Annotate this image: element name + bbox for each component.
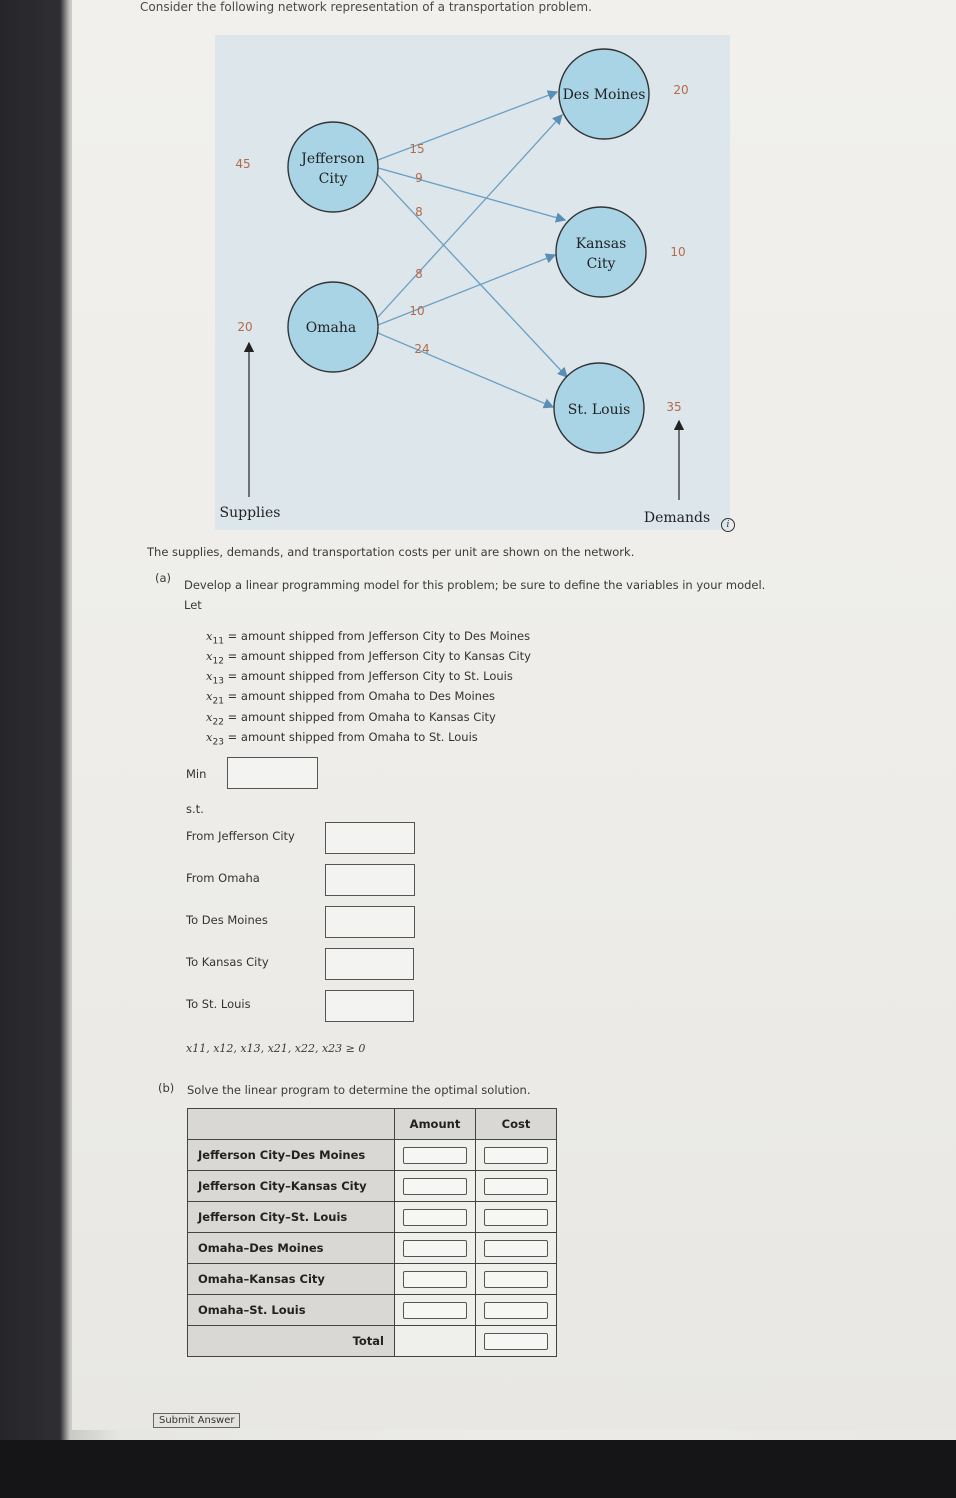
node-kansas-city [556,207,646,297]
constraint-label-jefferson: From Jefferson City [186,829,295,843]
constraint-input-des-moines[interactable] [325,906,415,938]
header-amount: Amount [395,1109,476,1140]
var-x12: $x_{12}$ = amount shipped from Jefferson City to Kansas City [206,649,531,667]
table-row [188,1264,557,1295]
supply-jefferson: 45 [235,157,251,171]
cost-input-jc-sl[interactable] [484,1209,548,1226]
cost-input-om-kc[interactable] [484,1271,548,1288]
amount-input-om-dm[interactable] [403,1240,467,1257]
part-b-label: (b) [158,1081,175,1095]
demands-label: Demands [643,510,711,526]
demand-kansas-city: 10 [670,245,686,259]
label-kansas-2: City [586,256,616,272]
var-x13: $x_{13}$ = amount shipped from Jefferson City to St. Louis [206,669,513,687]
total-label: Total [188,1326,395,1357]
table-header-row [188,1109,557,1140]
constraint-label-omaha: From Omaha [186,871,260,885]
var-x23: $x_{23}$ = amount shipped from Omaha to St. Louis [206,730,478,748]
part-a-label: (a) [155,571,172,585]
var-x11: $x_{11}$ = amount shipped from Jefferson City to Des Moines [206,629,531,647]
cost-input-om-dm[interactable] [484,1240,548,1257]
cost-input-jc-kc[interactable] [484,1178,548,1195]
label-jefferson-2: City [318,171,348,187]
part-a-prompt: Develop a linear programming model for this problem; be sure to define the variables in your model. [184,578,766,592]
constraint-label-kansas-city: To Kansas City [186,955,269,969]
var-x22: $x_{22}$ = amount shipped from Omaha to Kansas City [206,710,496,728]
intro-text: Consider the following network representation of a transportation problem. [140,0,592,14]
label-st-louis: St. Louis [567,402,631,418]
table-row [188,1171,557,1202]
let-label: Let [184,598,202,612]
row-label: Jefferson City–Des Moines [188,1140,395,1171]
supplies-label: Supplies [219,505,281,521]
row-label: Jefferson City–Kansas City [188,1171,395,1202]
arc-om-kc [378,255,555,325]
table-row [188,1140,557,1171]
demand-st-louis: 35 [666,400,682,414]
min-label: Min [186,767,207,781]
supply-omaha: 20 [237,320,253,334]
cost-c22: 10 [409,304,425,318]
cost-c21: 8 [415,267,423,281]
arc-jc-kc [378,168,565,220]
constraint-input-jefferson[interactable] [325,822,415,854]
amount-input-om-sl[interactable] [403,1302,467,1319]
demand-des-moines: 20 [673,83,689,97]
row-label: Omaha–Des Moines [188,1233,395,1264]
description-text: The supplies, demands, and transportation costs per unit are shown on the network. [147,545,635,559]
constraint-input-kansas-city[interactable] [325,948,414,980]
constraint-input-st-louis[interactable] [325,990,414,1022]
cost-c23: 24 [414,342,430,356]
amount-input-jc-dm[interactable] [403,1147,467,1164]
header-cost: Cost [476,1109,557,1140]
arc-om-sl [378,333,553,407]
cost-c11: 15 [409,142,425,156]
table-row [188,1202,557,1233]
header-blank [188,1109,395,1140]
label-omaha: Omaha [305,320,357,336]
row-label: Omaha–St. Louis [188,1295,395,1326]
constraint-label-des-moines: To Des Moines [186,913,268,927]
arc-jc-sl [378,175,567,377]
table-row [188,1233,557,1264]
label-kansas-1: Kansas [575,236,627,252]
monitor-bezel [0,1440,956,1498]
objective-input[interactable] [227,757,318,789]
submit-button[interactable]: Submit Answer [153,1413,240,1428]
label-des-moines: Des Moines [562,87,646,103]
total-amount-blank [395,1326,476,1357]
solution-table [187,1108,557,1357]
info-icon[interactable]: i [721,518,735,532]
node-jefferson-city [288,122,378,212]
row-label: Jefferson City–St. Louis [188,1202,395,1233]
amount-input-jc-kc[interactable] [403,1178,467,1195]
part-b-prompt: Solve the linear program to determine the optimal solution. [187,1083,531,1097]
arc-om-dm [378,115,562,317]
cost-c13: 8 [415,205,423,219]
cost-input-om-sl[interactable] [484,1302,548,1319]
total-cost-input[interactable] [484,1333,548,1350]
table-total-row [188,1326,557,1357]
constraint-label-st-louis: To St. Louis [186,997,251,1011]
row-label: Omaha–Kansas City [188,1264,395,1295]
amount-input-om-kc[interactable] [403,1271,467,1288]
amount-input-jc-sl[interactable] [403,1209,467,1226]
cost-input-jc-dm[interactable] [484,1147,548,1164]
network-svg [215,35,730,530]
st-label: s.t. [186,802,204,816]
cost-c12: 9 [415,171,423,185]
nonnegativity: x11, x12, x13, x21, x22, x23 ≥ 0 [186,1042,366,1055]
var-x21: $x_{21}$ = amount shipped from Omaha to Des Moines [206,689,496,707]
constraint-input-omaha[interactable] [325,864,415,896]
network-diagram [215,35,730,530]
label-jefferson-1: Jefferson [301,151,365,167]
table-row [188,1295,557,1326]
